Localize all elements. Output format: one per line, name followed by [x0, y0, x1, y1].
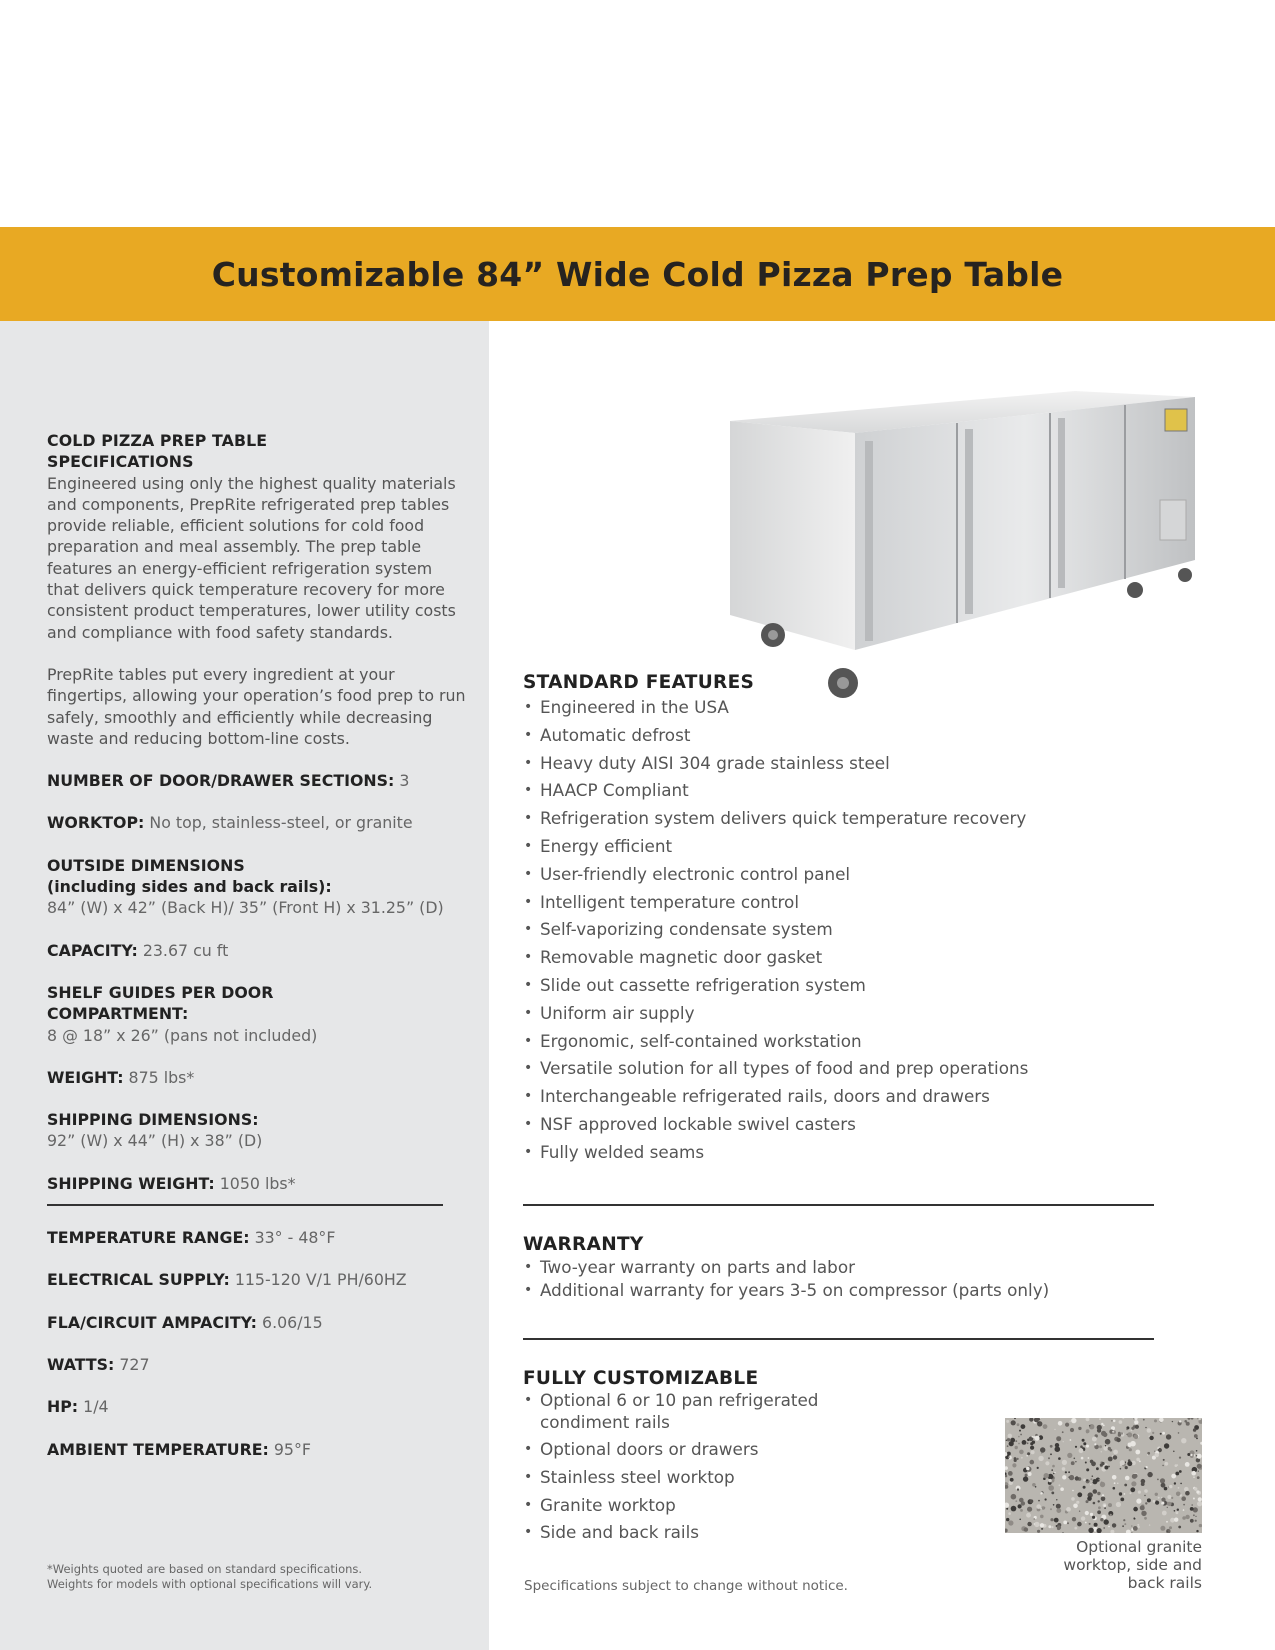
list-item: • Engineered in the USA [523, 694, 1163, 722]
list-item: • Energy efficient [523, 833, 1163, 861]
list-item: • Slide out cassette refrigeration system [523, 972, 1163, 1000]
list-item: • Removable magnetic door gasket [523, 944, 1163, 972]
standard-features-heading: STANDARD FEATURES [523, 672, 755, 693]
spec-shipping-dimensions: SHIPPING DIMENSIONS: 92” (W) x 44” (H) x 38” (D) [47, 1110, 263, 1151]
title-banner [0, 227, 1275, 321]
spec-worktop: WORKTOP: No top, stainless-steel, or granite [47, 813, 413, 833]
list-item: • Automatic defrost [523, 722, 1163, 750]
list-item: • Uniform air supply [523, 1000, 1163, 1028]
spec-shipping-weight: SHIPPING WEIGHT: 1050 lbs* [47, 1173, 296, 1193]
spec-hp: HP: 1/4 [47, 1397, 109, 1417]
list-item: • Refrigeration system delivers quick temperature recovery [523, 805, 1163, 833]
spec-shelf-guides: SHELF GUIDES PER DOOR COMPARTMENT: 8 @ 18” x 26” (pans not included) [47, 982, 318, 1045]
spec-watts: WATTS: 727 [47, 1354, 150, 1374]
warranty-heading: WARRANTY [523, 1234, 644, 1255]
weights-footnote: *Weights quoted are based on standard specifications. Weights for models with optional specifications will vary. [47, 1562, 373, 1591]
specs-heading: COLD PIZZA PREP TABLE SPECIFICATIONS [47, 431, 268, 472]
spec-ambient-temperature: AMBIENT TEMPERATURE: 95°F [47, 1439, 311, 1459]
list-item: • Fully welded seams [523, 1139, 1163, 1167]
prep-table-image [725, 385, 1215, 705]
list-item: • Two-year warranty on parts and labor [523, 1256, 1163, 1279]
granite-sample-image [1005, 1418, 1202, 1533]
list-item: • Optional doors or drawers [523, 1436, 963, 1464]
granite-caption: Optional granite worktop, side and back rails [1063, 1538, 1202, 1592]
specifications-column [47, 430, 467, 1460]
specs-description: Engineered using only the highest quality materials and components, PrepRite refrigerated prep tables provide reliable, efficient solutions for cold food preparation and meal assembly. The prep table features an energy-efficient refrigeration system that delivers quick temperature recovery for more consistent product temperatures, lower utility costs and compliance with food safety standards. [47, 473, 456, 642]
warranty-divider [523, 1338, 1154, 1340]
customizable-section [523, 1368, 963, 1547]
spec-capacity: CAPACITY: 23.67 cu ft [47, 940, 229, 960]
spec-electrical-supply: ELECTRICAL SUPPLY: 115-120 V/1 PH/60HZ [47, 1270, 407, 1290]
list-item: • Intelligent temperature control [523, 889, 1163, 917]
list-item: • User-friendly electronic control panel [523, 861, 1163, 889]
spec-outside-dimensions: OUTSIDE DIMENSIONS (including sides and back rails): 84” (W) x 42” (Back H)/ 35” (Front H) x 31.25” (D) [47, 855, 444, 918]
warranty-list [523, 1256, 1163, 1301]
list-item: • Self-vaporizing condensate system [523, 916, 1163, 944]
list-item: • Heavy duty AISI 304 grade stainless steel [523, 750, 1163, 778]
list-item: • Ergonomic, self-contained workstation [523, 1028, 1163, 1056]
customizable-list [523, 1390, 963, 1547]
warranty-section [523, 1234, 1163, 1301]
specs-divider [47, 1204, 443, 1206]
spec-door-sections: NUMBER OF DOOR/DRAWER SECTIONS: 3 [47, 771, 410, 791]
list-item: • Optional 6 or 10 pan refrigerated condiment rails [523, 1390, 963, 1433]
standard-features-section [523, 672, 1163, 1167]
specifications-notice: Specifications subject to change without notice. [524, 1578, 848, 1594]
list-item: • Stainless steel worktop [523, 1464, 963, 1492]
customizable-heading: FULLY CUSTOMIZABLE [523, 1368, 759, 1389]
spec-fla-ampacity: FLA/CIRCUIT AMPACITY: 6.06/15 [47, 1312, 323, 1332]
list-item: • HAACP Compliant [523, 777, 1163, 805]
list-item: • Granite worktop [523, 1492, 963, 1520]
list-item: • Interchangeable refrigerated rails, doors and drawers [523, 1083, 1163, 1111]
list-item: • Versatile solution for all types of food and prep operations [523, 1055, 1163, 1083]
standard-features-list [523, 694, 1163, 1167]
list-item: • Additional warranty for years 3-5 on compressor (parts only) [523, 1279, 1163, 1302]
specs-description-2: PrepRite tables put every ingredient at your fingertips, allowing your operation’s food prep to run safely, smoothly and efficiently while decreasing waste and reducing bottom-line costs. [47, 664, 466, 748]
page-title: Customizable 84” Wide Cold Pizza Prep Table [211, 254, 1064, 294]
features-divider [523, 1204, 1154, 1206]
list-item: • Side and back rails [523, 1519, 963, 1547]
list-item: • NSF approved lockable swivel casters [523, 1111, 1163, 1139]
spec-temperature-range: TEMPERATURE RANGE: 33° - 48°F [47, 1228, 336, 1248]
spec-weight: WEIGHT: 875 lbs* [47, 1067, 195, 1087]
